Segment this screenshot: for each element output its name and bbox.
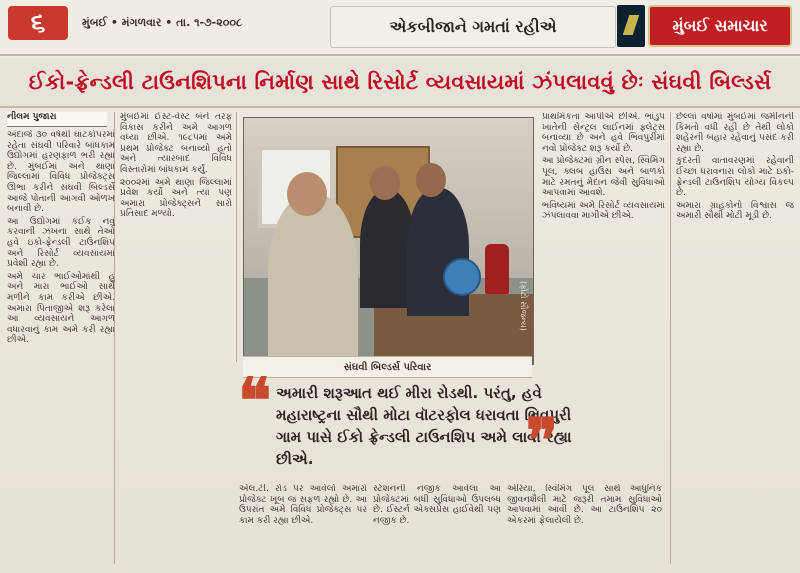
article-column-2 bbox=[120, 112, 232, 362]
open-quote-icon: ❝ bbox=[238, 364, 272, 437]
paragraph: પ્રાથમિકતા આપીએ છીએ. ભાંડુપ ખાતેની સેન્ટ્રલ લાઈનમાં ફ્લેટ્સ બનાવ્યા છે અને હવે ભિવપુરીમાં નવો પ્રોજેક્ટ શરૂ કર્યો છે. bbox=[542, 112, 665, 154]
person-right-head bbox=[416, 163, 446, 197]
article-column-1 bbox=[7, 130, 115, 562]
paragraph: ૨૦૦૨માં અમે થાણા જિલ્લામાં પ્રવેશ કર્યો અને ત્યાં પણ અમારા પ્રોજેક્ટ્સને સારો પ્રતિસાદ મળ્યો. bbox=[120, 177, 232, 220]
article-photo bbox=[243, 117, 534, 365]
dateline: મુંબઈ • મંગળવાર • તા. ૧-૭-૨૦૦૮ bbox=[82, 16, 242, 29]
paragraph: અમારા ગ્રાહકોનો વિશ્વાસ જ અમારી સૌથી મોટી મૂડી છે. bbox=[676, 200, 794, 222]
masthead: મુંબઈ સમાચાર bbox=[648, 5, 792, 47]
desk-object bbox=[485, 244, 509, 294]
lower-column-3: એરિયા, સ્વિમિંગ પૂલ સાથે આધુનિક જીવનશૈલી માટે જરૂરી તમામ સુવિધાઓ આપવામાં આવી છે. આ ટાઉનશિપ ૨૦ એકરમાં ફેલાયેલી છે. bbox=[507, 484, 662, 526]
page-number: ૬ bbox=[8, 6, 68, 40]
byline: નીલમ પુજારા bbox=[7, 112, 107, 127]
paragraph: કુદરતી વાતાવરણમાં રહેવાની ઈચ્છા ધરાવનારા લોકો માટે ઇકો-ફ્રેન્ડલી ટાઉનશિપ યોગ્ય વિકલ્પ છે. bbox=[676, 156, 794, 199]
person-right bbox=[407, 188, 469, 316]
paragraph: મુંબઈમાં ઈસ્ટ-વેસ્ટ બંને તરફ વિકાસ કરીને અમે આગળ વધ્યા છીએ. ૧૯૮૫માં અમે પ્રથમ પ્રોજેક્ટ બનાવ્યો હતો અને ત્યારબાદ વિવિધ વિસ્તારોમાં બાંધકામ કર્યું. bbox=[120, 112, 232, 175]
person-left bbox=[268, 194, 358, 364]
paragraph: છેલ્લાં વર્ષોમાં મુંબઈમાં જમીનની કિંમતો વધી રહી છે તેથી લોકો શહેરની બહાર રહેવાનું પસંદ કરી રહ્યા છે. bbox=[676, 112, 794, 154]
paragraph: અમે ચાર ભાઈઓમાંથી હું અને મારા ભાઈઓ સાથે મળીને કામ કરીએ છીએ. અમારા પિતાજીએ શરૂ કરેલા આ વ્યવસાયને આગળ વધારવાનું કામ અમે કરી રહ્યા છીએ. bbox=[7, 271, 115, 346]
paragraph: અંદાજે ૩૦ વર્ષથી ઘાટકોપરમાં રહેતા સંઘવી પરિવારે બાંધકામ ઉદ્યોગમાં હરણફાળ ભરી રહ્યા છે. મુંબઈમાં અને થાણા જિલ્લામાં વિવિધ પ્રોજેક્ટ્સ ઊભા કરીને સંઘવી બિલ્ડર્સે આજે પોતાની આગવી ઓળખ બનાવી છે. bbox=[7, 130, 115, 215]
globe-object bbox=[443, 258, 481, 296]
lower-column-2: સ્ટેશનની નજીક આવેલા આ પ્રોજેક્ટમાં બધી સુવિધાઓ ઉપલબ્ધ છે. ઈસ્ટર્ન એક્સપ્રેસ હાઈવેથી પણ નજીક છે. bbox=[373, 484, 501, 526]
photo-credit: (ફોટો સૌજન્ય) bbox=[519, 281, 528, 331]
person-left-head bbox=[287, 172, 327, 216]
paragraph: આ પ્રોજેક્ટમાં ગ્રીન સ્પેસ, સ્વિમિંગ પૂલ, ક્લબ હાઉસ અને બાળકો માટે રમતનું મેદાન જેવી સુવિધાઓ આપવામાં આવશે. bbox=[542, 156, 665, 199]
publication-logo-icon bbox=[617, 5, 645, 47]
lower-column-1: એલ.ટી. રોડ પર આવેલો અમારો પ્રોજેક્ટ ખૂબ જ સફળ રહ્યો છે. આ ઉપરાંત અમે વિવિધ પ્રોજેક્ટ્સ પર કામ કરી રહ્યા છીએ. bbox=[239, 484, 367, 526]
paragraph: આ ઉદ્યોગમાં કંઈક નવું કરવાની ઝંખના સાથે તેઓ હવે ઇકો-ફ્રેન્ડલી ટાઉનશિપ અને રિસોર્ટ વ્યવસાયમાં પ્રવેશી રહ્યા છે. bbox=[7, 216, 115, 270]
paragraph: ભવિષ્યમાં અમે રિસોર્ટ વ્યવસાયમાં ઝંપલાવવા માગીએ છીએ. bbox=[542, 200, 665, 222]
person-middle-head bbox=[370, 166, 400, 200]
column-divider bbox=[236, 112, 237, 362]
page-header bbox=[0, 0, 800, 56]
photo-caption: સંઘવી બિલ્ડર્સ પરિવાર bbox=[243, 356, 532, 378]
column-divider bbox=[670, 112, 671, 564]
article-headline: ઈકો-ફ્રેન્ડલી ટાઉનશિપના નિર્માણ સાથે રિસોર્ટ વ્યવસાયમાં ઝંપલાવવું છેઃ સંઘવી બિલ્ડર્સ bbox=[0, 58, 800, 108]
close-quote-icon: ❞ bbox=[525, 406, 558, 476]
pull-quote-text: અમારી શરૂઆત થઈ મીરા રોડથી. પરંતુ, હવે મહારાષ્ટ્રના સૌથી મોટા વૉટરફોલ ધરાવતા ભિવપુરી ગામ પાસે ઈકો ફ્રેન્ડલી ટાઉનશિપ અમે લાવી રહ્યા છીએ. bbox=[276, 384, 572, 468]
section-title: એકબીજાને ગમતાં રહીએ bbox=[330, 6, 616, 48]
article-column-6 bbox=[676, 112, 794, 564]
